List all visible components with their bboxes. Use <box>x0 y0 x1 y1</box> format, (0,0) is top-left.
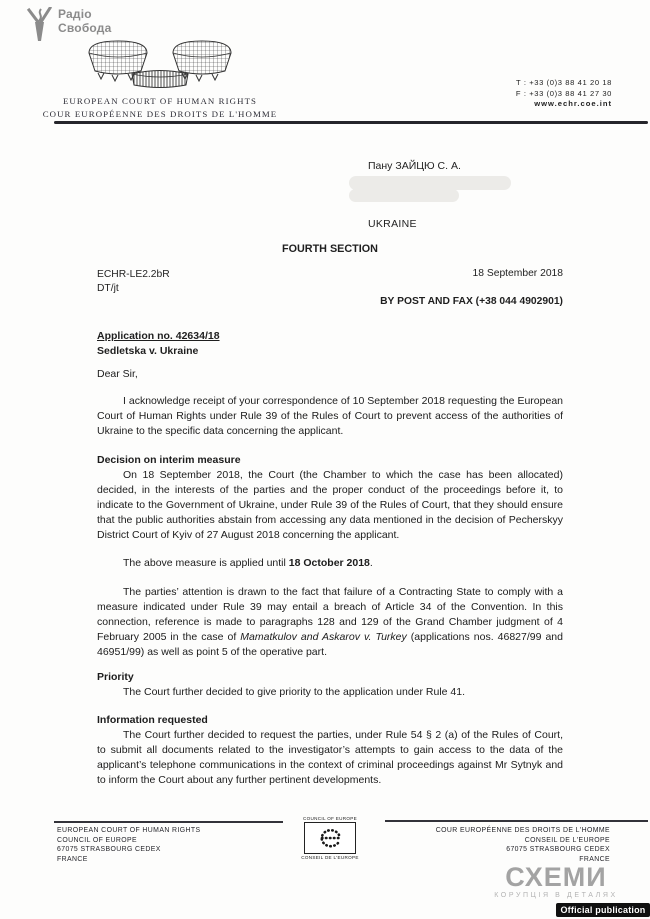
letter-body <box>97 367 563 788</box>
reference-number: ECHR-LE2.2bR <box>97 269 170 280</box>
paragraph-warning: The parties’ attention is drawn to the fact that failure of a Contracting State to comply with a measure indicated under Rule 39 may entail a breach of Article 34 of the Convention. In this connection, reference is made to paragraphs 128 and 129 of the Grand Chamber judgment of 4 February 2005 in the case of Mamatkulov and Askarov v. Turkey (applications nos. 46827/99 and 46951/99) as well as point 5 of the operative part. <box>97 586 563 658</box>
schemes-wordmark: СХЕМИ <box>505 862 607 892</box>
recipient-name: Пану ЗАЙЦЮ С. А. <box>368 160 461 172</box>
coe-label-fr: CONSEIL DE L'EUROPE <box>301 855 359 860</box>
paragraph-information: The Court further decided to request the parties, under Rule 54 § 2 (a) of the Rules of Court, to submit all documents related to the investigator’s attempts to gain access to the data of the applicant’s telephone communications in the context of criminal proceedings against Mr Sytnyk and to inform the Court about any further pertinent developments. <box>97 729 563 786</box>
heading-priority: Priority <box>97 671 134 683</box>
case-name: Sedletska v. Ukraine <box>97 345 199 357</box>
case-citation: Mamatkulov and Askarov v. Turkey <box>240 631 407 643</box>
heading-decision: Decision on interim measure <box>97 454 241 466</box>
recipient-country: UKRAINE <box>368 218 417 230</box>
footer-divider-right <box>385 820 648 822</box>
echr-letterhead <box>40 38 280 121</box>
org-name-fr: COUR EUROPÉENNE DES DROITS DE L'HOMME <box>42 109 278 119</box>
letter-date: 18 September 2018 <box>472 268 563 279</box>
heading-information: Information requested <box>97 714 208 726</box>
redacted-address-block <box>349 189 459 202</box>
paragraph-acknowledgement: I acknowledge receipt of your correspondence of 10 September 2018 requesting the European Court of Human Rights under Rule 39 of the Rules of Court to prevent access of the authorities of Ukraine to the specific data concerning the applicant. <box>97 395 563 437</box>
measure-deadline: 18 October 2018 <box>288 557 370 569</box>
org-name-en: EUROPEAN COURT OF HUMAN RIGHTS <box>62 96 258 106</box>
paragraph-decision: On 18 September 2018, the Court (the Chamber to which the case has been allocated) decided, in the interests of the parties and the proper conduct of the proceedings before it, to indicate to the Government of Ukraine, under Rule 39 of the Rules of Court, that they should ensure that the public authorities abstain from accessing any data mentioned in the decision of Pecherskyy District Court of Kyiv of 27 August 2018 concerning the applicant. <box>97 469 563 541</box>
footer-divider-left <box>54 821 283 823</box>
radio-svoboda-wordmark: Радіо Свобода <box>58 7 112 35</box>
salutation: Dear Sir, <box>97 368 138 380</box>
coe-label-en: COUNCIL OF EUROPE <box>303 816 357 821</box>
official-publication-badge: Official publication <box>556 903 650 917</box>
echr-building-icon <box>40 38 280 95</box>
council-of-europe-e-icon <box>304 822 356 854</box>
header-divider <box>54 121 648 124</box>
phone-line: T : +33 (0)3 88 41 20 18 <box>516 78 612 87</box>
section-title: FOURTH SECTION <box>282 243 378 255</box>
delivery-method: BY POST AND FAX (+38 044 4902901) <box>380 296 563 307</box>
application-number: Application no. 42634/18 <box>97 330 220 342</box>
schemes-tagline: КОРУПЦІЯ В ДЕТАЛЯХ <box>494 892 618 899</box>
contact-block <box>420 78 612 110</box>
website-line: www.echr.coe.int <box>534 99 612 108</box>
paragraph-priority: The Court further decided to give priority to the application under Rule 41. <box>123 686 466 698</box>
footer-address-fr: COUR EUROPÉENNE DES DROITS DE L'HOMME CONSEIL DE L'EUROPE 67075 STRASBOURG CEDEX FRANCE <box>435 827 610 863</box>
reference-initials: DT/jt <box>97 283 119 294</box>
redacted-address-block <box>349 176 511 190</box>
footer-address-en: EUROPEAN COURT OF HUMAN RIGHTS COUNCIL OF EUROPE 67075 STRASBOURG CEDEX FRANCE <box>57 827 201 863</box>
fax-line: F : +33 (0)3 88 41 27 30 <box>515 88 612 98</box>
council-of-europe-logo <box>299 816 361 860</box>
application-block <box>97 329 220 359</box>
paragraph-measure: The above measure is applied until 18 October 2018. <box>123 557 373 569</box>
